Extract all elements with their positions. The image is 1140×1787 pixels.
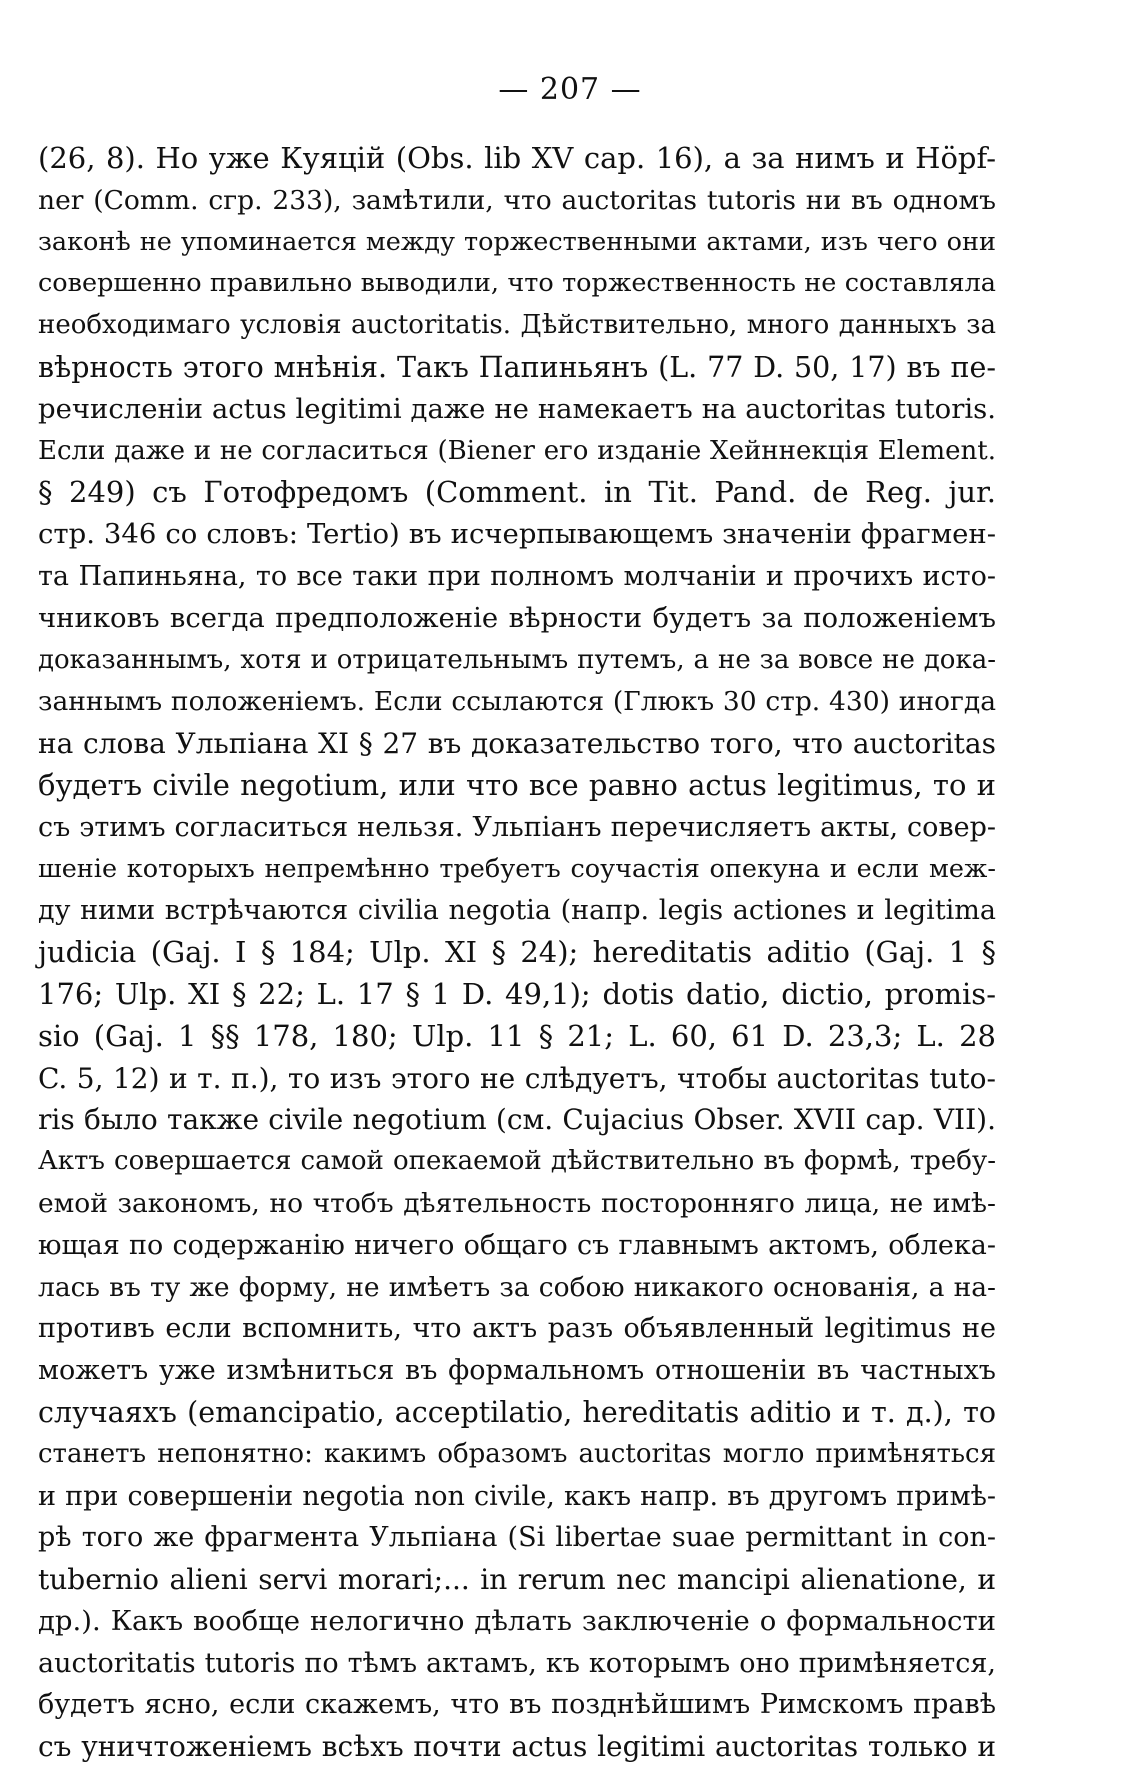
text-line: ющая по содержанію ничего общаго съ главнымъ актомъ, облека- — [38, 1229, 996, 1261]
text-line: tubernio alieni servi morari;... in rerum nec mancipi alienatione, и — [38, 1563, 996, 1597]
text-line: съ этимъ согласиться нельзя. Ульпіанъ перечисляетъ акты, совер- — [38, 811, 996, 843]
text-line: законѣ не упоминается между торжественными актами, изъ чего они — [38, 226, 996, 257]
text-line: (26, 8). Но уже Куяцій (Obs. lib XV cap. 16), а за нимъ и Höpf- — [38, 141, 996, 175]
text-line: емой закономъ, но чтобъ дѣятельность посторонняго лица, не имѣ- — [38, 1187, 996, 1219]
text-line: случаяхъ (emancipatio, acceptilatio, hereditatis aditio и т. д.), то — [38, 1395, 996, 1429]
text-line: ду ними встрѣчаются civilia negotia (напр. legis actiones и legitima — [38, 895, 996, 927]
text-line: вѣрность этого мнѣнія. Такъ Папиньянъ (L. 77 D. 50, 17) въ пе- — [38, 350, 996, 384]
text-line: § 249) съ Готофредомъ (Comment. in Tit. Pand. de Reg. jur. — [38, 475, 996, 510]
text-line: будетъ civile negotium, или что все равно actus legitimus, то и — [38, 767, 996, 802]
text-line: sio (Gaj. 1 §§ 178, 180; Ulp. 11 § 21; L. 60, 61 D. 23,3; L. 28 — [38, 1018, 996, 1053]
body-text — [38, 138, 996, 1768]
text-line: C. 5, 12) и т. п.), то изъ этого не слѣдуетъ, чтобы auctoritas tuto- — [38, 1061, 996, 1095]
text-line: чниковъ всегда предположеніе вѣрности будетъ за положеніемъ — [38, 601, 996, 634]
text-line: станетъ непонятно: какимъ образомъ auctoritas могло примѣняться — [38, 1438, 996, 1469]
text-line: заннымъ положеніемъ. Если ссылаются (Глюкъ 30 стр. 430) иногда — [38, 686, 996, 718]
text-line: шеніе которыхъ непремѣнно требуетъ соучастія опекуна и если меж- — [38, 853, 996, 884]
text-line: Актъ совершается самой опекаемой дѣйствительно въ формѣ, требу- — [38, 1146, 996, 1177]
text-line: judicia (Gaj. I § 184; Ulp. XI § 24); hereditatis aditio (Gaj. 1 § — [38, 935, 996, 970]
text-line: и при совершеніи negotia non civile, какъ напр. въ другомъ примѣ- — [38, 1480, 996, 1512]
text-line: доказаннымъ, хотя и отрицательнымъ путемъ, а не за вовсе не дока- — [38, 644, 996, 675]
text-line: на слова Ульпіана XI § 27 въ доказательство того, что auctoritas — [38, 727, 996, 761]
text-line: можетъ уже измѣниться въ формальномъ отношеніи въ частныхъ — [38, 1355, 996, 1387]
text-line: ner (Comm. cгр. 233), замѣтили, что auctoritas tutoris ни въ одномъ — [38, 184, 996, 216]
text-line: будетъ ясно, если скажемъ, что въ позднѣйшимъ Римскомъ правѣ — [38, 1689, 996, 1721]
text-line: Если даже и не согласиться (Biener его изданіе Хейннекція Element. — [38, 435, 996, 466]
text-line: лась въ ту же форму, не имѣетъ за собою никакого основанія, а на- — [38, 1271, 996, 1303]
text-line: auctoritatis tutoris по тѣмъ актамъ, къ которымъ оно примѣняется, — [38, 1647, 996, 1679]
text-line: речисленіи actus legitimi даже не намекаетъ на auctoritas tutoris. — [38, 392, 996, 425]
text-line: стр. 346 со словъ: Tertio) въ исчерпывающемъ значеніи фрагмен- — [38, 518, 996, 551]
page-number: — 207 — — [498, 72, 642, 107]
text-line: совершенно правильно выводили, что торжественность не составляла — [38, 268, 996, 299]
text-line: противъ если вспомнить, что актъ разъ объявленный legitimus не — [38, 1313, 996, 1345]
text-line: та Папиньяна, то все таки при полномъ молчаніи и прочихъ исто- — [38, 560, 996, 592]
text-line: съ уничтоженіемъ всѣхъ почти actus legitimi auctoritas только и — [38, 1730, 996, 1764]
text-line: 176; Ulp. XI § 22; L. 17 § 1 D. 49,1); dotis datio, dictio, promis- — [38, 976, 996, 1011]
text-line: необходимаго условія auctoritatis. Дѣйствительно, много данныхъ за — [38, 310, 996, 341]
text-line: др.). Какъ вообще нелогично дѣлать заключеніе о формальности — [38, 1604, 996, 1637]
text-line: рѣ того же фрагмента Ульпіана (Si libertae suae permittant in con- — [38, 1522, 996, 1554]
text-line: ris было также civile negotium (см. Cujacius Obser. XVII cap. VII). — [38, 1103, 996, 1137]
